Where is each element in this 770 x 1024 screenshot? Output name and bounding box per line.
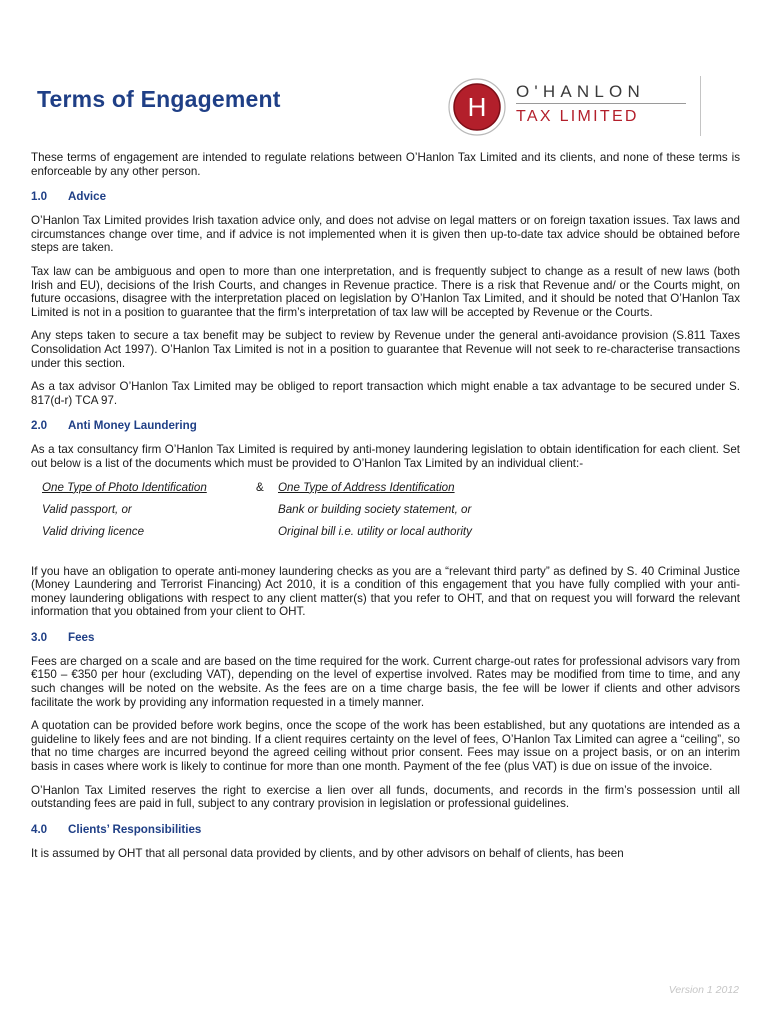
section-heading-advice (31, 190, 740, 204)
advice-paragraph-3: Any steps taken to secure a tax benefit may be subject to review by Revenue under the general anti-avoidance provision (S.811 Taxes Consolidation Act 1997). O’Hanlon Tax Limited is not in a position to guarantee that Revenue will not seek to re-characterise transactions under this section. (31, 329, 740, 370)
section-heading-clients (31, 823, 740, 837)
identification-table (42, 481, 740, 547)
logo-h-emblem-icon (448, 78, 506, 136)
intro-paragraph: These terms of engagement are intended to regulate relations between O’Hanlon Tax Limited and its clients, and none of these terms is enforceable by any other person. (31, 151, 740, 178)
section-number: 3.0 (31, 630, 48, 644)
version-footer: Version 1 2012 (668, 984, 739, 996)
ampersand: & (256, 480, 264, 494)
table-row (42, 525, 740, 547)
section-number: 1.0 (31, 190, 48, 204)
section-heading-fees (31, 631, 740, 645)
logo-divider (516, 103, 686, 104)
logo-company-name: O'HANLON (516, 82, 645, 101)
company-logo (448, 76, 710, 138)
table-cell: Valid passport, or (42, 502, 132, 516)
section-title: Anti Money Laundering (68, 419, 197, 433)
aml-paragraph-2: If you have an obligation to operate anti-money laundering checks as you are a “relevant third party” as defined by S. 40 Criminal Justice (Money Laundering and Terrorist Financing) Act 2010, it is a condition of this engagement that you have fully complied with your anti-money laundering obligations with respect to any client matter(s) that you refer to OHT, and that on request you will forward the relevant information that you obtained from your client to OHT. (31, 564, 740, 619)
section-title: Clients’ Responsibilities (68, 822, 202, 836)
section-heading-aml (31, 419, 740, 433)
fees-paragraph-2: A quotation can be provided before work begins, once the scope of the work has been established, but any quotations are intended as a guideline to likely fees and are not binding. If a client requires certainty on the level of fees, O’Hanlon Tax Limited can agree a “ceiling”, so that no time charges are incurred beyond the agreed ceiling without prior consent. Fees may issue on a project basis, or on an interim basis in cases where work is likely to continue for more than one month. Payment of the fee (plus VAT) is due on issue of the invoice. (31, 719, 740, 774)
logo-vertical-rule (700, 76, 701, 136)
fees-paragraph-3: O’Hanlon Tax Limited reserves the right to exercise a lien over all funds, documents, and records in the firm’s possession until all outstanding fees are paid in full, subject to any contrary provision in legislation or professional guidelines. (31, 783, 740, 811)
fees-paragraph-1: Fees are charged on a scale and are based on the time required for the work. Current charge-out rates for professional advisors vary from €150 – €350 per hour (excluding VAT), depending on the level of expertise involved. Rates may be modified from time to time, and any such changes will be noted on the website. As the fees are on a time charge basis, the fee will be lower if clients and other advisors facilitate the work by providing any information requested in a timely manner. (31, 654, 740, 709)
advice-paragraph-4: As a tax advisor O’Hanlon Tax Limited may be obliged to report transaction which might enable a tax advantage to be secured under S. 817(d-r) TCA 97. (31, 380, 740, 407)
advice-paragraph-2: Tax law can be ambiguous and open to more than one interpretation, and is frequently subject to change as a result of new laws (both Irish and EU), decisions of the Irish Courts, and changes in Revenue practice. There is a risk that Revenue and/ or the Courts might, on future occasions, disagree with the interpretation placed on legislation by O’Hanlon Tax Limited, and it should be noted that O’Hanlon Tax Limited is not in a position to guarantee that the firm’s interpretation of tax law will be accepted by Revenue or the Courts. (31, 264, 740, 319)
page-title: Terms of Engagement (37, 86, 281, 112)
logo-letter: H (467, 92, 487, 122)
section-number: 2.0 (31, 419, 48, 433)
table-row (42, 503, 740, 525)
table-cell: Original bill i.e. utility or local authority (278, 524, 472, 538)
table-cell: Bank or building society statement, or (278, 502, 472, 516)
section-title: Fees (68, 630, 95, 644)
section-number: 4.0 (31, 822, 48, 836)
table-cell: Valid driving licence (42, 524, 145, 538)
clients-paragraph-1: It is assumed by OHT that all personal data provided by clients, and by other advisors on behalf of clients, has been (31, 846, 624, 860)
logo-company-subtitle: TAX LIMITED (516, 108, 639, 125)
address-id-header: One Type of Address Identification (278, 480, 455, 494)
table-row (42, 481, 740, 503)
section-title: Advice (68, 190, 107, 204)
photo-id-header: One Type of Photo Identification (42, 480, 207, 494)
aml-paragraph-1: As a tax consultancy firm O’Hanlon Tax Limited is required by anti-money laundering legislation to obtain identification for each client. Set out below is a list of the documents which must be provided to O’Hanlon Tax Limited by an individual client:- (31, 443, 740, 470)
advice-paragraph-1: O’Hanlon Tax Limited provides Irish taxation advice only, and does not advise on legal matters or on foreign taxation issues. Tax laws and circumstances change over time, and if advice is not implemented when it is given then up-to-date tax advice should be obtained before steps are taken. (31, 214, 740, 255)
document-body (31, 151, 740, 870)
